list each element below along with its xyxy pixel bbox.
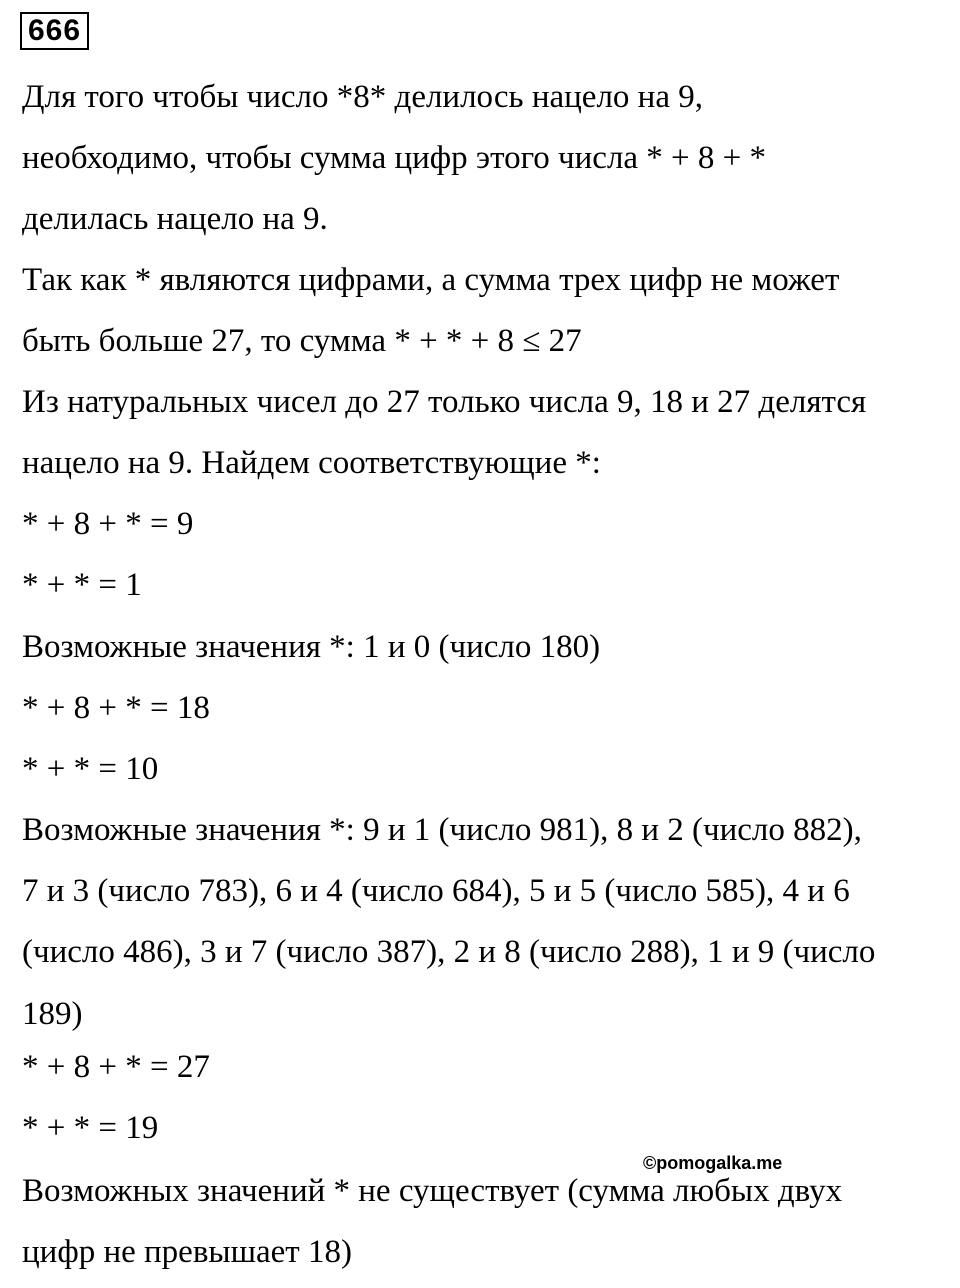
equation-line: * + 8 + * = 9 (22, 506, 194, 542)
text-line: цифр не превышает 18) (22, 1234, 352, 1270)
watermark: ©pomogalka.me (643, 1153, 783, 1173)
text-line: нацело на 9. Найдем соответствующие *: (22, 445, 601, 481)
equation-line: * + * = 10 (22, 751, 159, 787)
equation-line: * + 8 + * = 18 (22, 690, 210, 726)
text-line: 189) (22, 996, 83, 1032)
text-line: Возможные значения *: 9 и 1 (число 981), 8 и 2 (число 882), (22, 812, 862, 848)
text-line: Возможные значения *: 1 и 0 (число 180) (22, 629, 601, 665)
text-line: Возможных значений * не существует (сумма любых двух (22, 1173, 843, 1209)
text-line: Для того чтобы число *8* делилось нацело на 9, (22, 79, 703, 115)
text-line: Так как * являются цифрами, а сумма трех цифр не может (22, 262, 840, 298)
equation-line: * + 8 + * = 27 (22, 1049, 210, 1085)
text-line: быть больше 27, то сумма * + * + 8 ≤ 27 (22, 323, 582, 359)
text-line: 7 и 3 (число 783), 6 и 4 (число 684), 5 и 5 (число 585), 4 и 6 (22, 873, 850, 909)
problem-number-badge: 666 (20, 12, 89, 50)
text-line: Из натуральных чисел до 27 только числа 9, 18 и 27 делятся (22, 384, 867, 420)
text-line: делилась нацело на 9. (22, 201, 328, 237)
text-line: необходимо, чтобы сумма цифр этого числа * + 8 + * (22, 140, 767, 176)
equation-line: * + * = 1 (22, 567, 142, 603)
equation-line: * + * = 19 (22, 1110, 159, 1146)
text-line: (число 486), 3 и 7 (число 387), 2 и 8 (число 288), 1 и 9 (число (22, 934, 876, 970)
